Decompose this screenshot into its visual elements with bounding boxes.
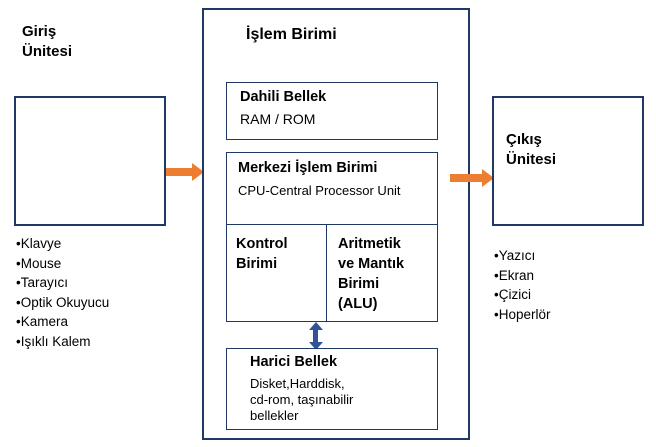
external-memory-sub-line3: bellekler (250, 408, 299, 423)
internal-memory-subtitle: RAM / ROM (240, 111, 316, 127)
alu-label (338, 234, 404, 314)
input-unit-title-line2: Ünitesi (22, 43, 73, 60)
cpu-vertical-divider (326, 224, 327, 321)
processing-unit-title: İşlem Birimi (246, 26, 337, 43)
cpu-horizontal-divider (227, 224, 437, 225)
cpu-title: Merkezi İşlem Birimi (238, 160, 378, 176)
alu-line2: ve Mantık (338, 256, 405, 272)
external-memory-sub-line2: cd-rom, taşınabilir (250, 392, 354, 407)
memory-bus-double-arrow-icon (308, 322, 324, 350)
input-flow-arrow-icon (166, 166, 206, 176)
external-memory-title: Harici Bellek (250, 354, 338, 370)
cpu-subtitle: CPU-Central Processor Unit (238, 183, 401, 198)
control-unit-label (236, 234, 288, 274)
input-unit-box (14, 96, 166, 226)
list-item: •Yazıcı (494, 248, 536, 263)
list-item: •Optik Okuyucu (16, 294, 110, 310)
internal-memory-title: Dahili Bellek (240, 89, 327, 105)
output-unit-title-line2: Ünitesi (506, 151, 557, 168)
arrow-shaft (450, 174, 482, 182)
output-device-list (494, 246, 644, 324)
control-unit-line1: Kontrol (236, 236, 288, 252)
list-item: •Mouse (16, 255, 62, 271)
list-item: •Işıklı Kalem (16, 333, 91, 349)
output-unit-title-line1: Çıkış (506, 131, 542, 148)
list-item: •Klavye (16, 236, 62, 251)
list-item: •Tarayıcı (16, 275, 68, 290)
control-unit-line2: Birimi (236, 256, 278, 272)
alu-line4: (ALU) (338, 296, 378, 312)
list-item: •Ekran (494, 267, 534, 283)
list-item: •Çizici (494, 287, 531, 302)
input-unit-title (22, 22, 72, 62)
external-memory-sub-line1: Disket,Harddisk, (250, 376, 345, 391)
list-item: •Kamera (16, 314, 68, 329)
output-flow-arrow-icon (450, 172, 496, 182)
list-item: •Hoperlör (494, 306, 551, 322)
arrow-shaft (166, 168, 192, 176)
input-unit-title-line1: Giriş (22, 23, 57, 40)
alu-line3: Birimi (338, 276, 380, 292)
input-device-list (16, 234, 186, 351)
alu-line1: Aritmetik (338, 236, 401, 252)
external-memory-subtitle (250, 376, 353, 424)
output-unit-title (506, 130, 556, 170)
